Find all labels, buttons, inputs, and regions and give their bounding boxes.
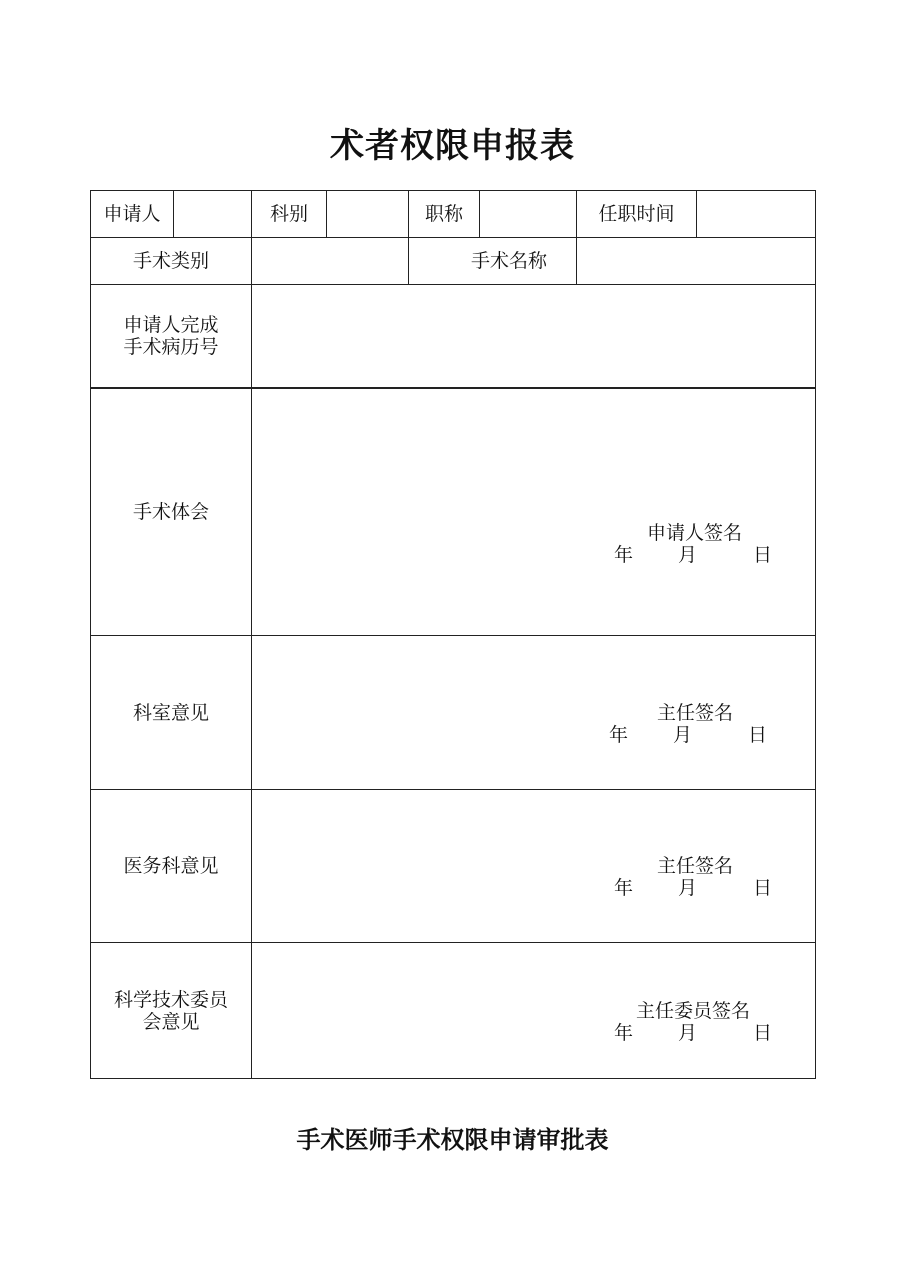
- job-title-label: 职称: [424, 203, 463, 225]
- tenure-label: 任职时间: [598, 203, 675, 225]
- date-year-label: 年: [614, 877, 634, 899]
- date-day-label: 日: [753, 544, 773, 566]
- surgery-type-label: 手术类别: [132, 250, 209, 272]
- record-number-label-line2: 手术病历号: [123, 336, 219, 358]
- date-day-label: 日: [753, 877, 773, 899]
- date-year-label: 年: [614, 1022, 634, 1044]
- applicant-field[interactable]: [174, 191, 251, 237]
- committee-director-signature-label: 主任委员签名: [636, 1000, 751, 1022]
- surgery-type-field[interactable]: [252, 238, 408, 284]
- experience-label: 手术体会: [132, 501, 209, 523]
- date-day-label: 日: [748, 724, 768, 746]
- job-title-field[interactable]: [480, 191, 576, 237]
- date-day-label: 日: [753, 1022, 773, 1044]
- dept-opinion-label: 科室意见: [132, 701, 209, 724]
- record-number-label: [91, 285, 251, 387]
- surgery-name-label: 手术名称: [470, 250, 547, 272]
- date-year-label: 年: [609, 724, 629, 746]
- surgery-name-field[interactable]: [577, 238, 815, 284]
- department-label: 科别: [269, 203, 308, 225]
- record-number-field[interactable]: [252, 285, 815, 387]
- director-signature-label: 主任签名: [657, 855, 734, 877]
- tenure-field[interactable]: [697, 191, 815, 237]
- committee-opinion-label: [91, 943, 251, 1078]
- committee-label-line1: 科学技术委员: [113, 988, 228, 1011]
- applicant-label: 申请人: [103, 203, 161, 225]
- footer-title: 手术医师手术权限申请审批表: [296, 1126, 609, 1154]
- applicant-signature-label: 申请人签名: [647, 522, 743, 544]
- page-title: 术者权限申报表: [330, 126, 575, 166]
- department-field[interactable]: [327, 191, 408, 237]
- table-border-bottom: [90, 1078, 816, 1079]
- date-month-label: 月: [678, 877, 698, 899]
- experience-field[interactable]: [252, 389, 815, 635]
- director-signature-label: 主任签名: [657, 702, 734, 724]
- date-year-label: 年: [614, 544, 634, 566]
- date-month-label: 月: [678, 544, 698, 566]
- table-border-right: [815, 190, 816, 1079]
- date-month-label: 月: [673, 724, 693, 746]
- record-number-label-line1: 申请人完成: [123, 314, 219, 336]
- medical-affairs-label: 医务科意见: [123, 855, 219, 877]
- date-month-label: 月: [678, 1022, 698, 1044]
- committee-label-line2: 会意见: [142, 1010, 200, 1033]
